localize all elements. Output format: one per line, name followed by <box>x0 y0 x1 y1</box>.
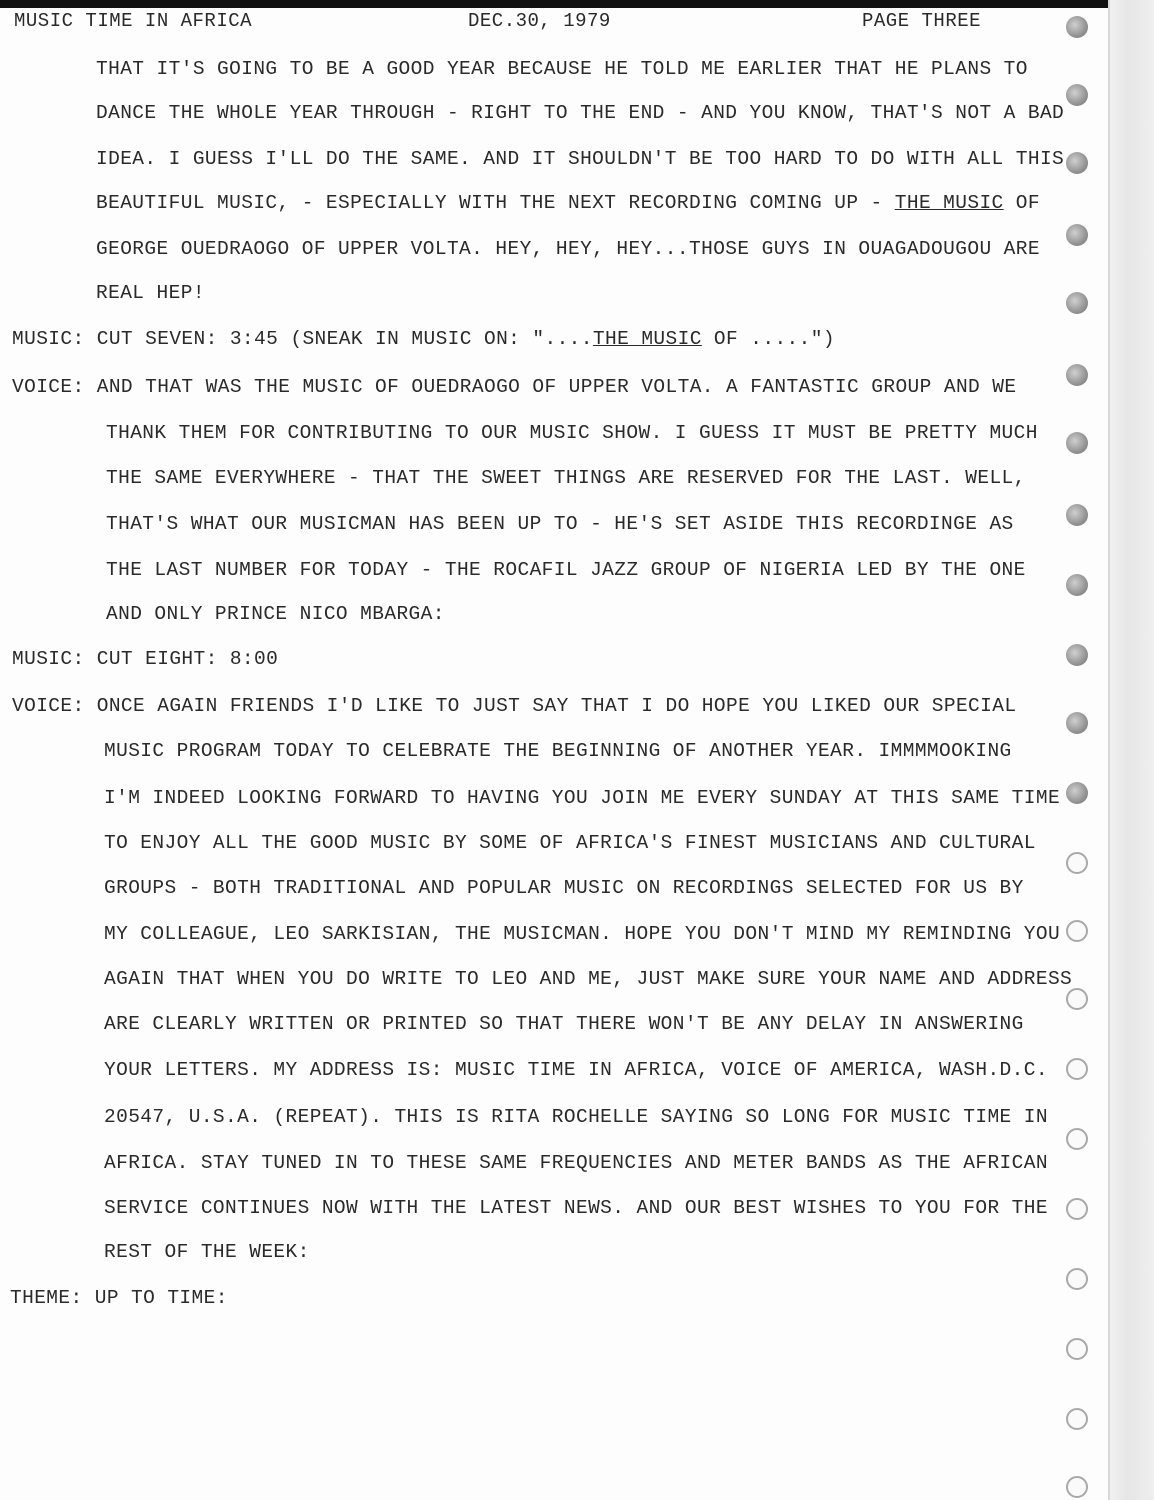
script-line-text: BEAUTIFUL MUSIC, - ESPECIALLY WITH THE NEXT RECORDING COMING UP - <box>96 192 895 214</box>
feed-hole <box>1066 224 1088 246</box>
script-line: REAL HEP! <box>96 282 205 304</box>
feed-hole <box>1066 712 1088 734</box>
script-line: AND ONLY PRINCE NICO MBARGA: <box>106 603 445 625</box>
script-line: THAT IT'S GOING TO BE A GOOD YEAR BECAUSE HE TOLD ME EARLIER THAT HE PLANS TO <box>96 58 1028 80</box>
feed-hole <box>1066 782 1088 804</box>
music-cue-line: MUSIC: CUT EIGHT: 8:00 <box>12 648 279 670</box>
header-date: DEC.30, 1979 <box>468 10 611 32</box>
feed-hole <box>1066 364 1088 386</box>
underlined-phrase: THE MUSIC <box>894 192 1004 214</box>
feed-hole <box>1066 988 1088 1010</box>
script-line: REST OF THE WEEK: <box>104 1241 310 1263</box>
script-line-tail: OF <box>1003 192 1040 214</box>
script-line: I'M INDEED LOOKING FORWARD TO HAVING YOU JOIN ME EVERY SUNDAY AT THIS SAME TIME <box>104 787 1061 809</box>
tractor-feed-strip <box>1108 0 1154 1500</box>
perforation-line <box>1108 0 1110 1500</box>
feed-hole <box>1066 920 1088 942</box>
script-line: MUSIC PROGRAM TODAY TO CELEBRATE THE BEGINNING OF ANOTHER YEAR. IMMMMOOKING <box>104 740 1012 762</box>
voice-cue-line: VOICE: AND THAT WAS THE MUSIC OF OUEDRAOGO OF UPPER VOLTA. A FANTASTIC GROUP AND WE <box>12 376 1017 398</box>
script-line: TO ENJOY ALL THE GOOD MUSIC BY SOME OF AFRICA'S FINEST MUSICIANS AND CULTURAL <box>104 832 1036 854</box>
script-line: AGAIN THAT WHEN YOU DO WRITE TO LEO AND ME, JUST MAKE SURE YOUR NAME AND ADDRESS <box>104 968 1073 990</box>
underlined-phrase: THE MUSIC <box>592 328 702 350</box>
script-line: SERVICE CONTINUES NOW WITH THE LATEST NEWS. AND OUR BEST WISHES TO YOU FOR THE <box>104 1197 1048 1219</box>
feed-hole <box>1066 504 1088 526</box>
feed-hole <box>1066 1058 1088 1080</box>
feed-hole <box>1066 1198 1088 1220</box>
feed-hole <box>1066 1338 1088 1360</box>
feed-hole <box>1066 1476 1088 1498</box>
feed-hole <box>1066 852 1088 874</box>
feed-hole <box>1066 574 1088 596</box>
script-line: GROUPS - BOTH TRADITIONAL AND POPULAR MUSIC ON RECORDINGS SELECTED FOR US BY <box>104 877 1024 899</box>
script-line: THE LAST NUMBER FOR TODAY - THE ROCAFIL JAZZ GROUP OF NIGERIA LED BY THE ONE <box>106 559 1026 581</box>
feed-hole <box>1066 292 1088 314</box>
theme-cue-line: THEME: UP TO TIME: <box>10 1287 228 1309</box>
script-line: GEORGE OUEDRAOGO OF UPPER VOLTA. HEY, HEY, HEY...THOSE GUYS IN OUAGADOUGOU ARE <box>96 238 1040 260</box>
header-program-title: MUSIC TIME IN AFRICA <box>14 10 253 32</box>
feed-hole <box>1066 1268 1088 1290</box>
script-line: DANCE THE WHOLE YEAR THROUGH - RIGHT TO THE END - AND YOU KNOW, THAT'S NOT A BAD <box>96 102 1065 124</box>
music-cue-line <box>12 330 835 350</box>
script-line: AFRICA. STAY TUNED IN TO THESE SAME FREQUENCIES AND METER BANDS AS THE AFRICAN <box>104 1152 1048 1174</box>
music-cue-tail: OF .....") <box>701 328 835 350</box>
feed-hole <box>1066 1408 1088 1430</box>
feed-hole <box>1066 16 1088 38</box>
feed-hole <box>1066 644 1088 666</box>
script-line: THE SAME EVERYWHERE - THAT THE SWEET THINGS ARE RESERVED FOR THE LAST. WELL, <box>106 467 1026 489</box>
feed-hole <box>1066 152 1088 174</box>
script-line: 20547, U.S.A. (REPEAT). THIS IS RITA ROCHELLE SAYING SO LONG FOR MUSIC TIME IN <box>104 1106 1048 1128</box>
script-line: MY COLLEAGUE, LEO SARKISIAN, THE MUSICMAN. HOPE YOU DON'T MIND MY REMINDING YOU <box>104 923 1061 945</box>
voice-cue-line: VOICE: ONCE AGAIN FRIENDS I'D LIKE TO JUST SAY THAT I DO HOPE YOU LIKED OUR SPECIAL <box>12 695 1017 717</box>
feed-hole <box>1066 84 1088 106</box>
header-page-number: PAGE THREE <box>862 10 982 32</box>
script-line: ARE CLEARLY WRITTEN OR PRINTED SO THAT THERE WON'T BE ANY DELAY IN ANSWERING <box>104 1013 1024 1035</box>
feed-hole <box>1066 432 1088 454</box>
script-line: IDEA. I GUESS I'LL DO THE SAME. AND IT SHOULDN'T BE TOO HARD TO DO WITH ALL THIS <box>96 148 1065 170</box>
music-cue-text: MUSIC: CUT SEVEN: 3:45 (SNEAK IN MUSIC ON: ".... <box>12 328 593 350</box>
script-line: THAT'S WHAT OUR MUSICMAN HAS BEEN UP TO - HE'S SET ASIDE THIS RECORDINGE AS <box>106 513 1014 535</box>
script-line: YOUR LETTERS. MY ADDRESS IS: MUSIC TIME IN AFRICA, VOICE OF AMERICA, WASH.D.C. <box>104 1059 1048 1081</box>
feed-hole <box>1066 1128 1088 1150</box>
script-line: THANK THEM FOR CONTRIBUTING TO OUR MUSIC SHOW. I GUESS IT MUST BE PRETTY MUCH <box>106 422 1038 444</box>
top-edge-bar <box>0 0 1154 8</box>
script-line <box>96 194 1040 214</box>
